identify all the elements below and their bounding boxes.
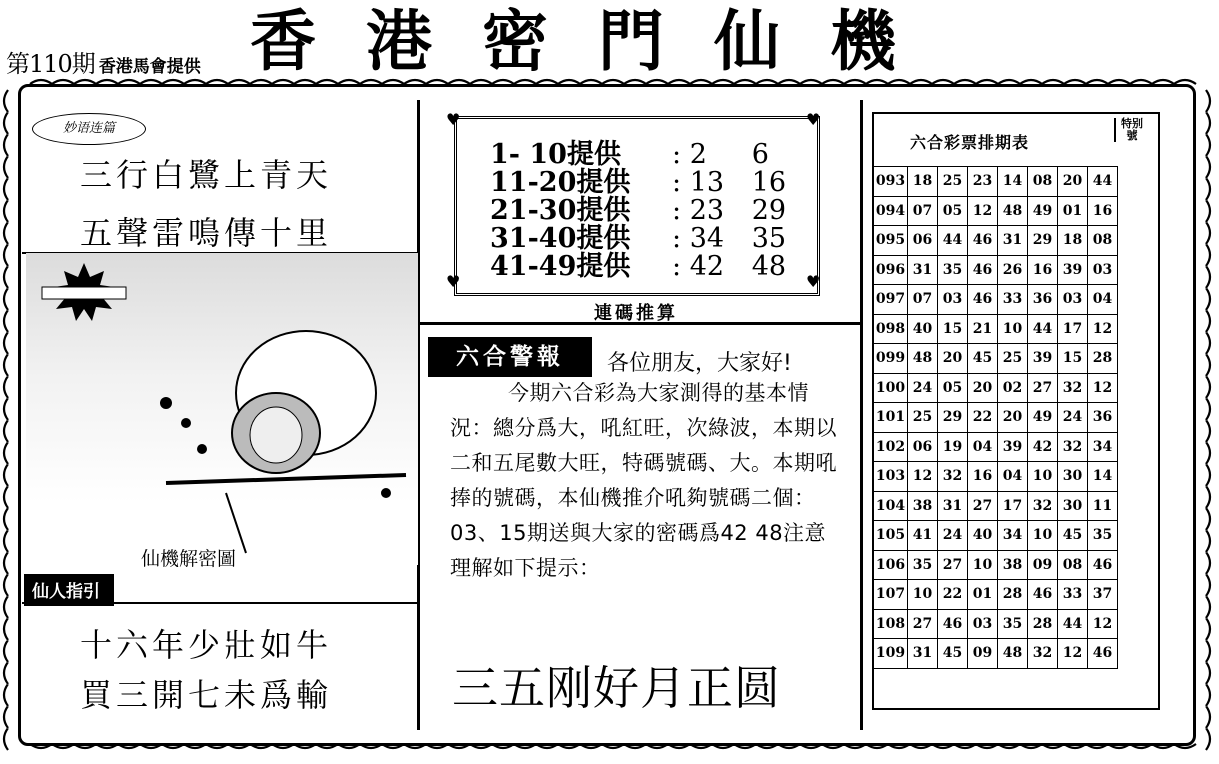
oval-label: 妙语连篇 [32,113,146,145]
table-row [874,403,1118,433]
number-cell: 10 [1028,521,1058,551]
number-cell: 46 [968,226,998,256]
number-cell: 03 [1088,255,1118,285]
number-cell: 15 [938,314,968,344]
heart-icon: ♥ [446,110,461,129]
number-cell: 48 [998,639,1028,669]
draw-table [873,166,1118,669]
number-cell: 34 [998,521,1028,551]
number-cell: 21 [968,314,998,344]
number-cell: 44 [1058,609,1088,639]
number-cell: 19 [938,432,968,462]
number-cell: 27 [1028,373,1058,403]
number-cell: 03 [938,285,968,315]
number-cell: 37 [1088,580,1118,610]
number-cell: 24 [908,373,938,403]
code-value: 2 [689,139,707,170]
number-cell: 44 [1028,314,1058,344]
number-cell: 24 [938,521,968,551]
table-row [874,314,1118,344]
number-cell: 36 [1088,403,1118,433]
heart-icon: ♥ [446,272,461,291]
number-cell: 18 [1058,226,1088,256]
alert-badge: 六合警報 [428,337,592,377]
code-colon: : [672,195,682,226]
code-colon: : [672,251,682,282]
number-cell: 32 [938,462,968,492]
number-cell: 31 [908,255,938,285]
number-cell: 28 [1028,609,1058,639]
number-cell: 12 [908,462,938,492]
code-value: 42 [689,251,725,282]
number-cell: 40 [908,314,938,344]
number-cell: 17 [998,491,1028,521]
table-row [874,344,1118,374]
number-cell: 46 [1028,580,1058,610]
number-cell: 31 [938,491,968,521]
number-cell: 46 [968,255,998,285]
code-colon: : [672,223,682,254]
provider-label: 香港馬會提供 [98,57,201,77]
number-cell: 12 [1058,639,1088,669]
code-value: 6 [751,139,769,170]
number-cell: 09 [968,639,998,669]
table-row [874,196,1118,226]
number-cell: 06 [908,432,938,462]
table-row [874,580,1118,610]
number-cell: 02 [998,373,1028,403]
number-cell: 38 [908,491,938,521]
issue-cell: 102 [874,432,908,462]
number-cell: 04 [1088,285,1118,315]
number-cell: 23 [968,167,998,197]
number-cell: 32 [1058,432,1088,462]
number-cell: 24 [1058,403,1088,433]
number-cell: 08 [1028,167,1058,197]
issue-cell: 104 [874,491,908,521]
number-cell: 30 [1058,491,1088,521]
page-title: 香港密門仙機 [250,3,946,80]
number-cell: 10 [1028,462,1058,492]
number-cell: 22 [968,403,998,433]
number-cell: 17 [1058,314,1088,344]
number-cell: 20 [938,344,968,374]
code-range: 41-49提供 [490,251,631,282]
issue-cell: 098 [874,314,908,344]
issue-cell: 096 [874,255,908,285]
number-cell: 18 [908,167,938,197]
code-range: 21-30提供 [490,195,631,226]
number-cell: 27 [908,609,938,639]
number-cell: 35 [998,609,1028,639]
table-row [874,255,1118,285]
table-title: 六合彩票排期表 [910,133,1030,152]
code-colon: : [672,139,682,170]
code-range: 31-40提供 [490,223,631,254]
number-cell: 25 [998,344,1028,374]
number-cell: 28 [1088,344,1118,374]
number-cell: 44 [938,226,968,256]
number-cell: 25 [938,167,968,197]
poem-line-1: 三行白鷺上青天 [80,156,333,194]
table-row [874,550,1118,580]
number-cell: 45 [1058,521,1088,551]
table-row [874,462,1118,492]
number-cell: 46 [938,609,968,639]
number-cell: 40 [968,521,998,551]
calc-label: 連碼推算 [594,303,678,324]
number-cell: 45 [938,639,968,669]
number-cell: 16 [1088,196,1118,226]
prediction-paragraph: 今期六合彩為大家測得的基本情況：總分爲大，吼紅旺，次綠波，本期以二和五尾數大旺，特碼號碼、大。本期吼捧的號碼，本仙機推介吼夠號碼二個：03、15期送與大家的密碼爲42 48注意理解如下提示： [450,381,837,580]
number-cell: 03 [968,609,998,639]
number-cell: 46 [1088,550,1118,580]
issue-cell: 108 [874,609,908,639]
number-cell: 12 [968,196,998,226]
issue-cell: 100 [874,373,908,403]
code-value: 16 [751,167,787,198]
greeting: 各位朋友，大家好! [607,351,792,376]
poem-line-4: 買三開七未爲輸 [80,676,333,714]
code-value: 48 [751,251,787,282]
number-cell: 06 [908,226,938,256]
number-cell: 41 [908,521,938,551]
number-cell: 01 [1058,196,1088,226]
number-cell: 07 [908,285,938,315]
number-cell: 33 [998,285,1028,315]
number-cell: 20 [1058,167,1088,197]
issue-cell: 099 [874,344,908,374]
number-cell: 35 [938,255,968,285]
number-cell: 14 [1088,462,1118,492]
illustration [26,253,418,565]
number-cell: 38 [998,550,1028,580]
code-value: 35 [751,223,787,254]
table-row [874,609,1118,639]
table-row [874,639,1118,669]
cat-in-jar-icon [26,253,418,565]
code-range: 1- 10提供 [490,139,621,170]
number-cell: 16 [968,462,998,492]
number-cell: 33 [1058,580,1088,610]
number-cell: 32 [1058,373,1088,403]
number-cell: 28 [998,580,1028,610]
heart-icon: ♥ [806,110,821,129]
table-row [874,373,1118,403]
issue-cell: 097 [874,285,908,315]
number-cell: 20 [968,373,998,403]
issue-cell: 095 [874,226,908,256]
number-cell: 09 [1028,550,1058,580]
number-cell: 27 [968,491,998,521]
special-number-label: 特别號 [1114,118,1144,142]
number-cell: 46 [1088,639,1118,669]
table-row [874,285,1118,315]
number-cell: 05 [938,373,968,403]
number-cell: 25 [908,403,938,433]
number-cell: 45 [968,344,998,374]
table-row [874,167,1118,197]
number-cell: 48 [908,344,938,374]
poem-line-2: 五聲雷鳴傳十里 [80,214,333,252]
number-cell: 31 [908,639,938,669]
number-cell: 05 [938,196,968,226]
issue-cell: 109 [874,639,908,669]
number-cell: 44 [1088,167,1118,197]
code-range: 11-20提供 [490,167,631,198]
issue-cell: 103 [874,462,908,492]
picture-caption: 仙機解密圖 [137,544,240,571]
number-cell: 14 [998,167,1028,197]
number-cell: 31 [998,226,1028,256]
number-cell: 48 [998,196,1028,226]
number-cell: 35 [1088,521,1118,551]
number-cell: 36 [1028,285,1058,315]
number-cell: 16 [1028,255,1058,285]
divider-right [860,100,863,730]
table-row [874,226,1118,256]
number-cell: 22 [938,580,968,610]
number-cell: 39 [998,432,1028,462]
number-cell: 10 [968,550,998,580]
issue-cell: 093 [874,167,908,197]
number-cell: 08 [1058,550,1088,580]
number-cell: 42 [1028,432,1058,462]
number-cell: 11 [1088,491,1118,521]
table-row [874,432,1118,462]
number-cell: 34 [1088,432,1118,462]
code-value: 23 [689,195,725,226]
issue-cell: 094 [874,196,908,226]
number-cell: 39 [1028,344,1058,374]
number-cell: 20 [998,403,1028,433]
number-cell: 49 [1028,403,1058,433]
number-cell: 08 [1088,226,1118,256]
number-cell: 12 [1088,609,1118,639]
number-cell: 39 [1058,255,1088,285]
number-cell: 10 [908,580,938,610]
number-cell: 32 [1028,491,1058,521]
table-row [874,521,1118,551]
number-cell: 12 [1088,314,1118,344]
code-value: 29 [751,195,787,226]
number-cell: 04 [998,462,1028,492]
number-cell: 27 [938,550,968,580]
number-cell: 03 [1058,285,1088,315]
number-cell: 35 [908,550,938,580]
code-colon: : [672,167,682,198]
issue-number: 第110期 香港馬會提供 [6,50,201,78]
number-cell: 26 [998,255,1028,285]
issue-cell: 101 [874,403,908,433]
number-cell: 01 [968,580,998,610]
number-cell: 29 [938,403,968,433]
code-row [490,244,786,283]
big-poem: 三五刚好月正圆 [452,661,781,715]
issue-cell: 106 [874,550,908,580]
number-cell: 46 [968,285,998,315]
poem-line-3: 十六年少壯如牛 [80,626,333,664]
number-cell: 15 [1058,344,1088,374]
table-row [874,491,1118,521]
number-cell: 49 [1028,196,1058,226]
heart-icon: ♥ [806,272,821,291]
number-cell: 04 [968,432,998,462]
number-cell: 29 [1028,226,1058,256]
number-cell: 30 [1058,462,1088,492]
issue-cell: 107 [874,580,908,610]
number-cell: 12 [1088,373,1118,403]
code-value: 34 [689,223,725,254]
code-value: 13 [689,167,725,198]
number-cell: 07 [908,196,938,226]
issue-cell: 105 [874,521,908,551]
guide-badge: 仙人指引 [24,574,114,606]
number-cell: 32 [1028,639,1058,669]
number-cell: 10 [998,314,1028,344]
